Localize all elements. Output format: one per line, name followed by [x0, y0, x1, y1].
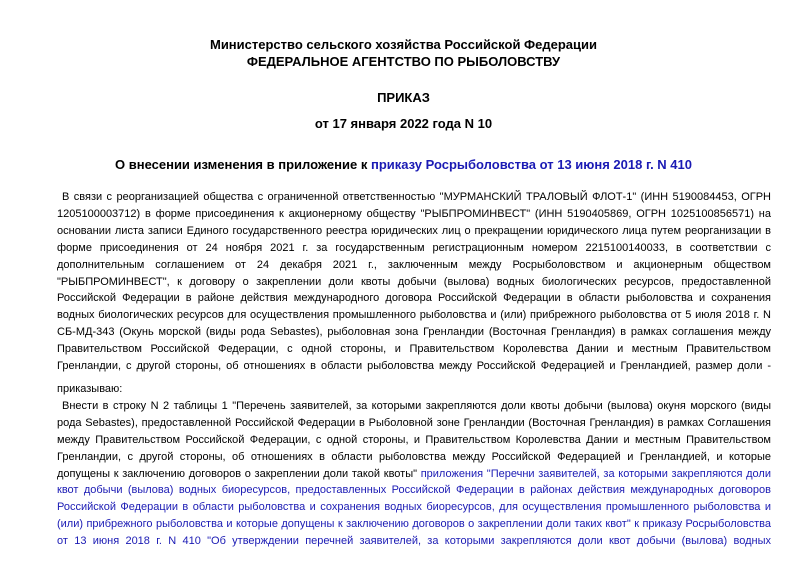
order-item-link[interactable]: приложения "Перечни заявителей, за которыми закрепляются доли квот добычи (вылова) водных биоресурсов, предоставленных Российской Федерации в районах действия международных договоров Российской Федерации в области рыболовства и сохранения водных биоресурсов, для осуществления промышленного рыболовства и (или) прибрежного рыболовства и которые допущены к заключению договоров о закреплении доли таких квот" к приказу Росрыболовства от 13 июня 2018 г. N 410 "Об утверждении перечней заявителей, за которыми закрепляются доли квот добычи (вылова) водных	[57, 467, 771, 548]
preamble-block	[57, 189, 771, 374]
document-title-text: О внесении изменения в приложение к	[115, 157, 371, 172]
preamble-paragraph: В связи с реорганизацией общества с ограниченной ответственностью "МУРМАНСКИЙ ТРАЛОВЫЙ ФЛОТ-1" (ИНН 5190084453, ОГРН 1205100003712) в форме присоединения к акционерному обществу "РЫБПРОМИНВЕСТ" (ИНН 5190405869, ОГРН 1025100856571) на основании листа записи Единого государственного реестра юридических лиц о прекращении юридического лица путем реорганизации в форме присоединения от 24 ноября 2021 г. за государственным регистрационным номером 2215100140033, в соответствии с дополнительным соглашением от 24 декабря 2021 г., заключенным между Росрыболовством и акционерным обществом "РЫБПРОМИНВЕСТ", к договору о закреплении доли квоты добычи (вылова) водных биологических ресурсов, предоставленной Российской Федерации в районе действия международного договора Российской Федерации в области рыболовства и сохранения водных биологических ресурсов для осуществления промышленного рыболовства и (или) прибрежного рыболовства от 5 июля 2018 г. N СБ-МД-343 (Окунь морской (виды рода Sebastes), рыболовная зона Гренландии (Восточная Гренландия) в рамках соглашения между Правительством Российской Федерации, с одной стороны, и Правительством Королевства Дании и местным Правительством Гренландии, с другой стороны, об отношениях в области рыболовства между Российской Федерацией и Гренландией, размер доли -	[57, 191, 771, 373]
document-title	[0, 157, 807, 173]
document-date-number: от 17 января 2022 года N 10	[314, 116, 493, 131]
order-word: приказываю:	[57, 383, 123, 395]
order-item-text: Внести в строку N 2 таблицы 1 "Перечень заявителей, за которыми закрепляются доли квоты добычи (вылова) окуня морского (виды рода Sebastes), предоставленной Российской Федерации в Рыболовной зоне Гренландии (Восточная Гренландия) в рамках Соглашения между Правительством Российской Федерации, с одной стороны, и Правительством Королевства Дании и местным Правительством Гренландии, с другой стороны, об отношениях в области рыболовства между Российской Федерацией и Гренландией, и которые допущены к заключению договоров о закреплении доли такой квоты"	[57, 399, 771, 480]
document-type: ПРИКАЗ	[377, 90, 430, 105]
agency-name: ФЕДЕРАЛЬНОЕ АГЕНТСТВО ПО РЫБОЛОВСТВУ	[246, 54, 561, 69]
order-block	[57, 381, 771, 551]
document-title-link[interactable]: приказу Росрыболовства от 13 июня 2018 г. N 410	[370, 157, 692, 172]
order-item-paragraph	[57, 398, 771, 551]
ministry-name: Министерство сельского хозяйства Российской Федерации	[209, 37, 597, 52]
